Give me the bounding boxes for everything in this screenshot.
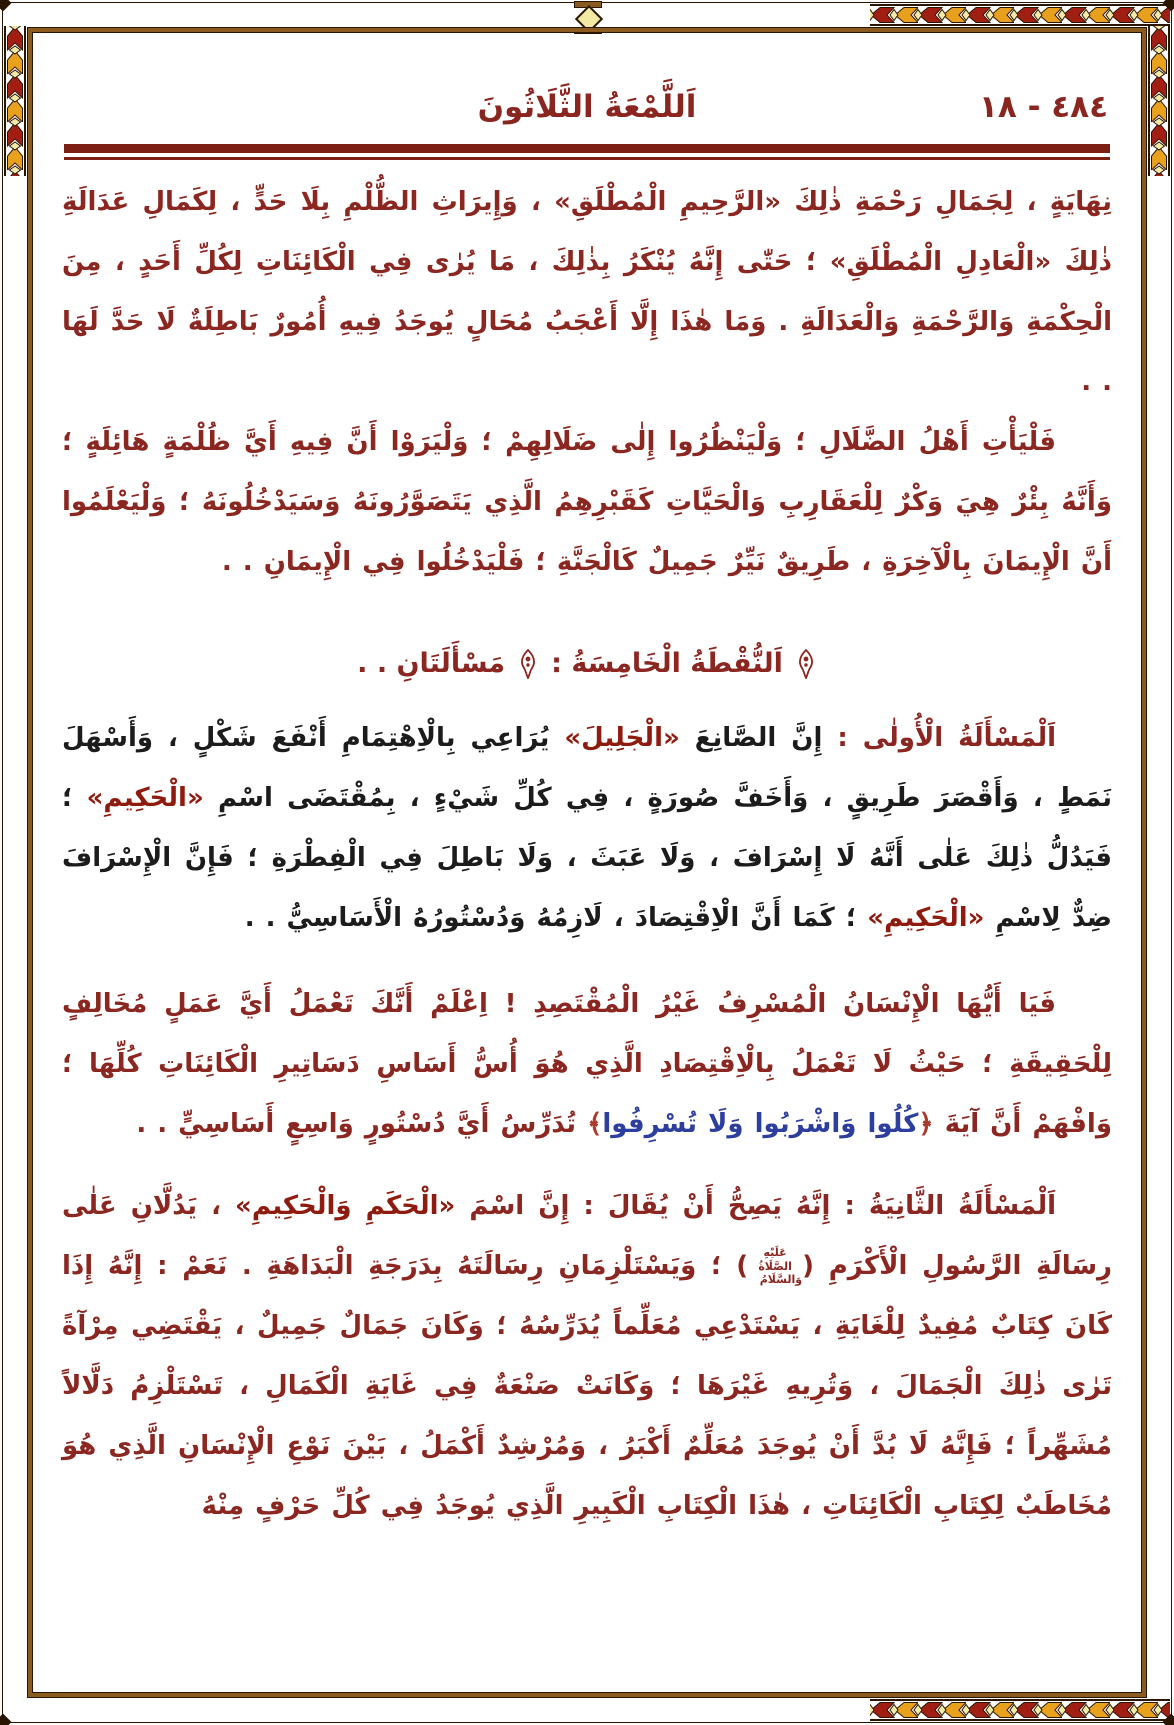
salutation-seal: عَلَيْهِ الصَّلَاةُ وَالسَّلَامُ (758, 1245, 803, 1287)
body-text (62, 172, 1112, 1536)
header-rule-thick (64, 144, 1110, 153)
paragraph-masala-1 (62, 708, 1112, 948)
corner-tip-icon (0, 0, 11, 11)
section-heading (62, 634, 1112, 694)
paragraph-address-to-man (62, 974, 1112, 1154)
text-run: نِهَايَةٍ ، لِجَمَالِ رَحْمَةِ ذٰلِكَ «الرَّحِيمِ الْمُطْلَقِ» ، وَإِيرَاثِ الظُّلْمِ بِلَا حَدٍّ ، لِكَمَالِ عَدَالَةِ ذٰلِكَ «الْعَادِلِ الْمُطْلَقِ» ؛ حَتّٰى إِنَّهُ يُنْكَرُ بِذٰلِكَ ، مَا يُرٰى فِي الْكَائِنَاتِ لِكُلِّ أَحَدٍ ، مِنَ الْحِكْمَةِ وَالرَّحْمَةِ وَالْعَدَالَةِ . وَمَا هٰذَا إِلَّا أَعْجَبُ مُحَالٍ يُوجَدُ فِيهِ أُمُورٌ بَاطِلَةٌ لَا حَدَّ لَهَا . . (62, 187, 1112, 397)
header-rule-thin (64, 157, 1110, 160)
text-run: فَلْيَأْتِ أَهْلُ الضَّلَالِ ؛ وَلْيَنْظُرُوا إِلٰى ضَلَالِهِمْ ؛ وَلْيَرَوْا أَنَّ فِيهِ أَيَّ ظُلْمَةٍ هَائِلَةٍ ؛ وَأَنَّهُ بِئْرٌ هِيَ وَكْرٌ لِلْعَقَارِبِ وَالْحَيَّاتِ كَقَبْرِهِمُ الَّذِي يَتَصَوَّرُونَهُ وَسَيَدْخُلُونَهُ ؛ وَلْيَعْلَمُوا أَنَّ الْإِيمَانَ بِالْآخِرَةِ ، طَرِيقٌ نَيِّرٌ جَمِيلٌ كَالْجَنَّةِ ؛ فَلْيَدْخُلُوا فِي الْإِيمَانِ . . (62, 427, 1112, 577)
paragraph-ahl-dalal (62, 412, 1112, 592)
masala-2-title: اَلْمَسْأَلَةُ الثَّانِيَةُ : (830, 1191, 1057, 1221)
page-content (34, 34, 1140, 1691)
text-run: ؛ كَمَا أَنَّ الْاِقْتِصَادَ ، لَازِمُهُ وَدُسْتُورُهُ الْأَسَاسِيُّ . . (244, 903, 868, 933)
paragraph-masala-2 (62, 1176, 1112, 1536)
divine-name: «الْجَلِيلَ» (564, 723, 680, 753)
divine-name: «الْحَكَمِ وَالْحَكِيمِ» (235, 1191, 456, 1221)
text-run: تُدَرِّسُ أَيَّ دُسْتُورٍ وَاسِعٍ أَسَاسِيٍّ . . (136, 1109, 588, 1139)
text-run: إِنَّ الصَّانِعَ (679, 723, 823, 753)
divine-name: «الْحَكِيمِ» (867, 903, 985, 933)
section-heading-suffix: مَسْأَلَتَانِ . . (357, 648, 506, 679)
page-title: اَللَّمْعَةُ الثَّلَاثُونَ (477, 89, 697, 125)
masala-1-title: اَلْمَسْأَلَةُ الْأُولٰى : (822, 723, 1056, 753)
page-number: ٤٨٤ - ١٨ (978, 89, 1108, 125)
border-right-chain (1148, 26, 1170, 176)
border-bottom-chain (870, 1699, 1170, 1721)
divine-name: «الْحَكِيمِ» (86, 783, 204, 813)
page-header (62, 78, 1112, 136)
verse-bracket-open: ﴿ (918, 1109, 934, 1139)
text-run: ) ؛ وَيَسْتَلْزِمَانِ رِسَالَتَهُ بِدَرَجَةِ الْبَدَاهَةِ . نَعَمْ : إِنَّهُ إِذَا كَانَ كِتَابٌ مُفِيدٌ لِلْغَايَةِ ، يَسْتَدْعِي مُعَلِّماً يُدَرِّسُهُ ؛ وَكَانَ جَمَالٌ جَمِيلٌ ، يَقْتَضِي مِرْآةً تَرٰى ذٰلِكَ الْجَمَالَ ، وَتُرِيهِ غَيْرَهَا ؛ وَكَانَتْ صَنْعَةٌ فِي غَايَةِ الْكَمَالِ ، تَسْتَلْزِمُ دَلَّالاً مُشَهِّراً ؛ فَإِنَّهُ لَا بُدَّ أَنْ يُوجَدَ مُعَلِّمٌ أَكْبَرُ ، وَمُرْشِدٌ أَكْمَلُ ، بَيْنَ نَوْعِ الْإِنْسَانِ الَّذِي هُوَ مُخَاطَبٌ لِكِتَابِ الْكَائِنَاتِ ، هٰذَا الْكِتَابِ الْكَبِيرِ الَّذِي يُوجَدُ فِي كُلِّ حَرْفٍ مِنْهُ (62, 1251, 1112, 1521)
rosette-icon (795, 649, 817, 679)
quran-verse: كُلُوا وَاشْرَبُوا وَلَا تُسْرِفُوا (602, 1109, 919, 1139)
corner-tip-icon (0, 1714, 11, 1725)
rosette-icon (517, 649, 539, 679)
text-run: إِنَّهُ يَصِحُّ أَنْ يُقَالَ : إِنَّ اسْمَ (455, 1191, 831, 1221)
text-run: ؛ فَيَدُلُّ ذٰلِكَ عَلٰى أَنَّهُ لَا إِسْرَافَ ، وَلَا عَبَثَ ، وَلَا بَاطِلَ فِي الْفِطْرَةِ ؛ فَإِنَّ الْإِسْرَافَ ضِدٌّ لِاسْمِ (62, 783, 1112, 933)
section-heading-label: اَلنُّقْطَةُ الْخَامِسَةُ : (551, 648, 783, 679)
border-medallion-tab (574, 27, 602, 34)
text-run: ، يَدُلَّانِ عَلٰى رِسَالَةِ الرَّسُولِ الْأَكْرَمِ ( (62, 1191, 1112, 1281)
border-top-chain (870, 4, 1170, 26)
header-rule (64, 144, 1110, 160)
border-left-chain (4, 26, 26, 176)
text-run: يُرَاعِي بِالْاِهْتِمَامِ أَنْفَعَ شَكْلٍ ، وَأَسْهَلَ نَمَطٍ ، وَأَقْصَرَ طَرِيقٍ ، وَأَخَفَّ صُورَةٍ ، فِي كُلِّ شَيْءٍ ، بِمُقْتَضَى اسْمِ (62, 723, 1113, 813)
verse-bracket-close: ﴾ (587, 1109, 603, 1139)
text-run: فَيَا أَيُّهَا الْإِنْسَانُ الْمُسْرِفُ غَيْرُ الْمُقْتَصِدِ ! اِعْلَمْ أَنَّكَ تَعْمَلُ أَيَّ عَمَلٍ مُخَالِفٍ لِلْحَقِيقَةِ ؛ حَيْثُ لَا تَعْمَلُ بِالْاِقْتِصَادِ الَّذِي هُوَ أُسُّ أَسَاسِ دَسَاتِيرِ الْكَائِنَاتِ كُلِّهَا ؛ وَافْهَمْ أَنَّ آيَةَ (62, 989, 1112, 1139)
paragraph-continuation (62, 172, 1112, 412)
